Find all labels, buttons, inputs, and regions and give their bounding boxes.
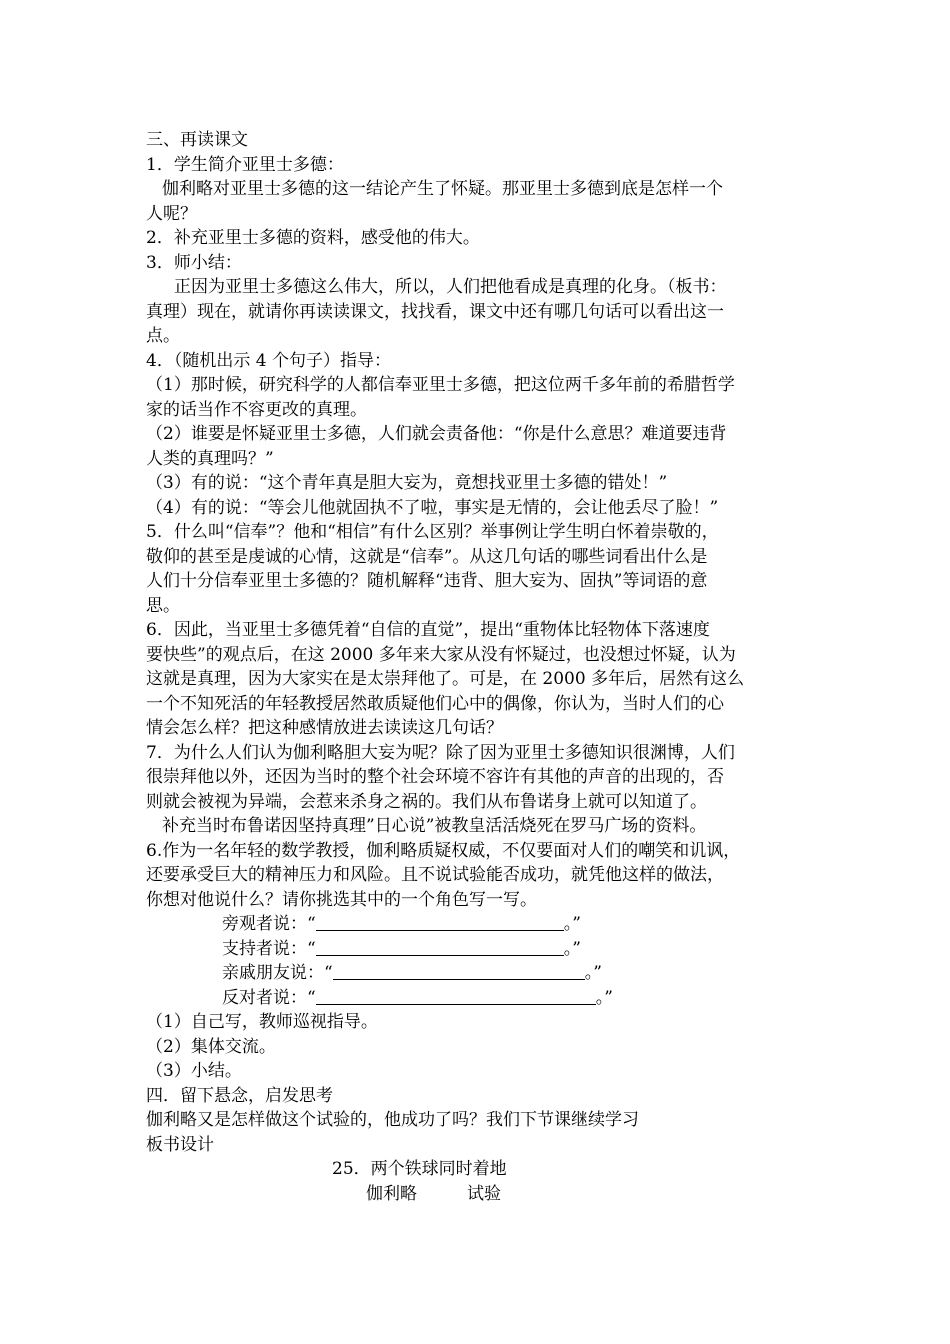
fill-in-blank[interactable] bbox=[316, 914, 564, 931]
paragraph-line: 5．什么叫“信奉”？他和“相信”有什么区别？举事例让学生明白怀着崇敬的， bbox=[146, 522, 719, 542]
role-prefix: 旁观者说：“ bbox=[222, 914, 316, 934]
role-prefix: 反对者说：“ bbox=[222, 987, 316, 1008]
paragraph-line: 还要承受巨大的精神压力和风险。且不说试验能否成功，就凭他这样的做法， bbox=[146, 865, 724, 885]
paragraph-line: （3）有的说：“这个青年真是胆大妄为，竟想找亚里士多德的错处！” bbox=[146, 473, 668, 493]
paragraph-line: 则就会被视为异端，会惹来杀身之祸的。我们从布鲁诺身上就可以知道了。 bbox=[146, 791, 707, 812]
section-heading: 四．留下悬念，启发思考 bbox=[146, 1085, 333, 1106]
paragraph-line: 4．（随机出示 4 个句子）指导： bbox=[146, 350, 391, 371]
role-line-opponent bbox=[146, 986, 826, 1011]
role-line-relatives bbox=[146, 961, 826, 986]
board-left: 伽利略 bbox=[366, 1183, 417, 1204]
paragraph-line: 7．为什么人们认为伽利略胆大妄为呢？除了因为亚里士多德知识很渊博，人们 bbox=[146, 742, 735, 763]
paragraph-line: 很崇拜他以外，还因为当时的整个社会环境不容许有其他的声音的出现的，否 bbox=[146, 767, 724, 787]
paragraph-line: 情会怎么样？把这种感情放进去读读这几句话？ bbox=[146, 718, 503, 738]
paragraph-line: 人类的真理吗？” bbox=[146, 448, 274, 469]
paragraph-line: 人们十分信奉亚里士多德的？随机解释“违背、胆大妄为、固执”等词语的意 bbox=[146, 571, 708, 591]
paragraph-line: （1）自己写，教师巡视指导。 bbox=[146, 1012, 378, 1032]
paragraph-line: 伽利略对亚里士多德的这一结论产生了怀疑。那亚里士多德到底是怎样一个 bbox=[162, 179, 723, 199]
board-row bbox=[146, 1182, 826, 1207]
role-suffix: 。” bbox=[563, 938, 581, 959]
role-prefix: 支持者说：“ bbox=[222, 938, 316, 959]
section-heading: 三、再读课文 bbox=[146, 130, 248, 150]
paragraph-line: 2．补充亚里士多德的资料，感受他的伟大。 bbox=[146, 228, 480, 248]
paragraph-line: （2）集体交流。 bbox=[146, 1036, 276, 1057]
paragraph-line: 思。 bbox=[146, 595, 180, 616]
paragraph-line: 你想对他说什么？请你挑选其中的一个角色写一写。 bbox=[146, 889, 537, 910]
paragraph-line: 6.作为一名年轻的数学教授，伽利略质疑权威，不仅要面对人们的嘲笑和讥讽， bbox=[146, 840, 741, 861]
paragraph-line: 正因为亚里士多德这么伟大，所以，人们把他看成是真理的化身。（板书： bbox=[174, 277, 727, 297]
role-line-bystander bbox=[146, 912, 826, 937]
fill-in-blank[interactable] bbox=[316, 988, 596, 1005]
paragraph-line: 要快些”的观点后，在这 2000 多年来大家从没有怀疑过，也没想过怀疑，认为 bbox=[146, 644, 736, 665]
paragraph-line: 3．师小结： bbox=[146, 252, 242, 273]
paragraph-line: （1）那时候，研究科学的人都信奉亚里士多德，把这位两千多年前的希腊哲学 bbox=[146, 375, 735, 395]
board-right: 试验 bbox=[467, 1183, 501, 1204]
paragraph-line: 点。 bbox=[146, 326, 180, 346]
paragraph-line: 人呢？ bbox=[146, 203, 197, 224]
paragraph-line: 敬仰的甚至是虔诚的心情，这就是“信奉”。从这几句话的哪些词看出什么是 bbox=[146, 546, 708, 567]
paragraph-line: （4）有的说：“等会儿他就固执不了啦，事实是无情的，会让他丢尽了脸！” bbox=[146, 497, 719, 518]
role-suffix: 。” bbox=[584, 963, 602, 983]
paragraph-line: 补充当时布鲁诺因坚持真理”日心说”被教皇活活烧死在罗马广场的资料。 bbox=[162, 816, 707, 836]
paragraph-line: （2）谁要是怀疑亚里士多德，人们就会责备他：“你是什么意思？难道要违背 bbox=[146, 424, 727, 444]
paragraph-line: 板书设计 bbox=[146, 1134, 214, 1155]
paragraph-line: 1．学生简介亚里士多德： bbox=[146, 154, 344, 175]
fill-in-blank[interactable] bbox=[333, 963, 585, 980]
paragraph-line: 一个不知死活的年轻教授居然敢质疑他们心中的偶像，你认为，当时人们的心 bbox=[146, 693, 724, 714]
role-prefix: 亲戚朋友说：“ bbox=[222, 963, 333, 983]
paragraph-line: 这就是真理，因为大家实在是太崇拜他了。可是，在 2000 多年后，居然有这么 bbox=[146, 669, 745, 689]
document-body bbox=[146, 128, 826, 1206]
fill-in-blank[interactable] bbox=[316, 939, 564, 956]
paragraph-line: 伽利略又是怎样做这个试验的，他成功了吗？我们下节课继续学习 bbox=[146, 1110, 639, 1130]
paragraph-line: （3）小结。 bbox=[146, 1061, 242, 1081]
role-suffix: 。” bbox=[563, 914, 581, 934]
paragraph-line: 真理）现在，就请你再读读课文，找找看，课文中还有哪几句话可以看出这一 bbox=[146, 301, 724, 322]
role-suffix: 。” bbox=[595, 987, 613, 1008]
paragraph-line: 6．因此，当亚里士多德凭着“自信的直觉”，提出“重物体比轻物体下落速度 bbox=[146, 620, 710, 640]
board-title: 25．两个铁球同时着地 bbox=[332, 1159, 507, 1179]
role-line-supporter bbox=[146, 937, 826, 962]
paragraph-line: 家的话当作不容更改的真理。 bbox=[146, 399, 367, 420]
